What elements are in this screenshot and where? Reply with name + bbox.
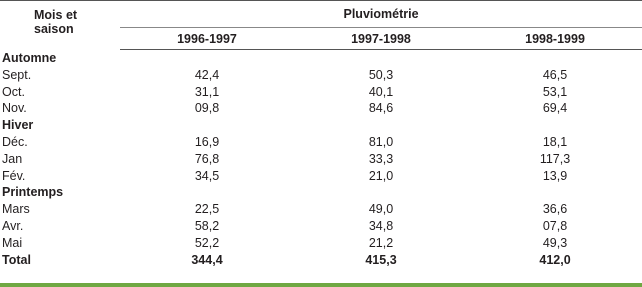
section-heading: Printemps <box>2 185 64 200</box>
header-mois-et-saison: Mois et saison <box>0 1 120 50</box>
table-cell: 34,5 <box>194 168 220 183</box>
table-cell: 18,1 <box>542 134 568 149</box>
table-row <box>0 67 642 84</box>
table-cell: 40,1 <box>368 84 394 99</box>
table-cell: 52,2 <box>194 235 220 250</box>
table-cell: 42,4 <box>194 67 220 82</box>
table-cell: 36,6 <box>542 202 568 217</box>
column-header: 1997-1998 <box>294 28 468 50</box>
bottom-rule <box>0 283 642 287</box>
section-heading: Automne <box>2 51 57 65</box>
row-label: Nov. <box>2 101 27 116</box>
row-label: Mars <box>2 202 30 217</box>
row-label: Mai <box>2 235 23 250</box>
total-cell: 412,0 <box>539 252 571 267</box>
total-label: Total <box>2 252 31 267</box>
table-cell: 58,2 <box>194 218 220 233</box>
table-cell: 69,4 <box>542 101 568 116</box>
column-header: 1996-1997 <box>120 28 294 50</box>
table-cell: 07,8 <box>542 218 568 233</box>
total-cell: 344,4 <box>191 252 223 267</box>
table-row <box>0 168 642 185</box>
table-cell: 31,1 <box>194 84 220 99</box>
table-row <box>0 84 642 101</box>
table-cell: 49,0 <box>368 202 394 217</box>
table-row <box>0 151 642 168</box>
row-label: Sept. <box>2 67 32 82</box>
table-cell: 34,8 <box>368 218 394 233</box>
table-cell: 46,5 <box>542 67 568 82</box>
row-label: Avr. <box>2 218 24 233</box>
table-row <box>0 235 642 252</box>
table-cell: 21,0 <box>368 168 394 183</box>
table-cell: 53,1 <box>542 84 568 99</box>
table-cell: 117,3 <box>539 151 571 166</box>
row-label: Oct. <box>2 84 25 99</box>
table-row <box>0 134 642 151</box>
row-label: Fév. <box>2 168 26 183</box>
table-cell: 33,3 <box>368 151 394 166</box>
table-cell: 13,9 <box>542 168 568 183</box>
section-heading: Hiver <box>2 118 34 133</box>
table-cell: 49,3 <box>542 235 568 250</box>
table-cell: 84,6 <box>368 101 394 116</box>
table-cell: 50,3 <box>368 67 394 82</box>
table-cell: 81,0 <box>368 134 394 149</box>
total-cell: 415,3 <box>365 252 397 267</box>
column-header: 1998-1999 <box>468 28 642 50</box>
row-label: Jan <box>2 151 23 166</box>
row-label: Déc. <box>2 134 28 149</box>
table-row <box>0 218 642 235</box>
table-row <box>0 201 642 218</box>
total-row <box>0 252 642 269</box>
table-row <box>0 100 642 117</box>
table-cell: 76,8 <box>194 151 220 166</box>
table-cell: 21,2 <box>368 235 394 250</box>
table-cell: 16,9 <box>194 134 220 149</box>
table-cell: 22,5 <box>194 202 220 217</box>
header-pluviometrie: Pluviométrie <box>120 1 642 28</box>
table-cell: 09,8 <box>194 101 220 116</box>
